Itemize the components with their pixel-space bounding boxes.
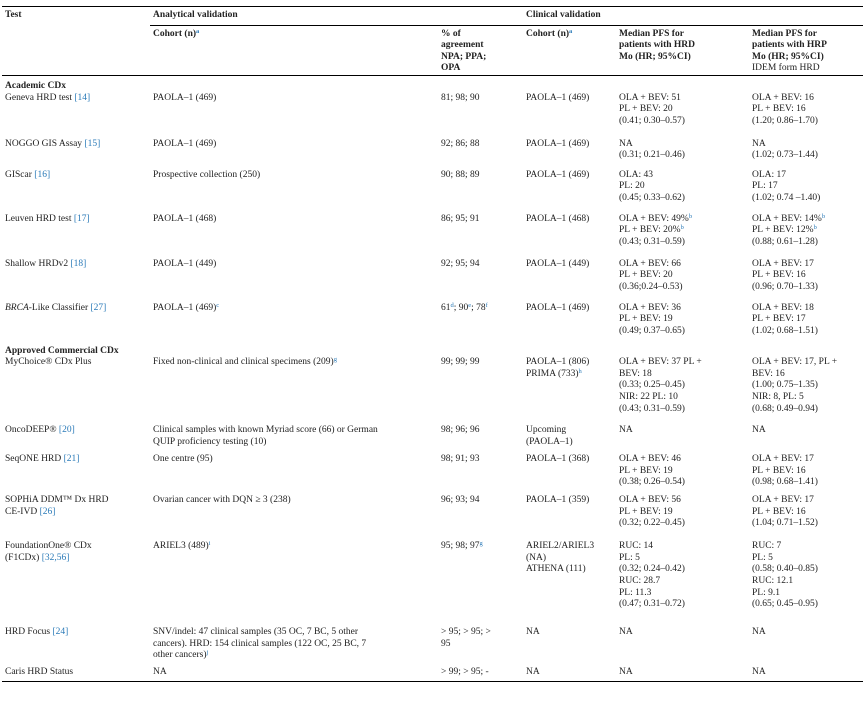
- test-name: HRD Focus [24]: [5, 627, 69, 638]
- cohort-cell: NA: [150, 667, 438, 681]
- table-container: [2, 6, 863, 682]
- agreement-cell: > 95; > 95; > 95: [441, 627, 491, 649]
- clinical-cohort-cell: PAOLA–1 (469): [526, 302, 590, 313]
- cohort-cell: One centre (95): [153, 454, 213, 465]
- test-name: MyChoice® CDx Plus: [5, 357, 92, 368]
- header-clinical: Clinical validation: [523, 7, 863, 25]
- cohort-cell: Fixed non-clinical and clinical specimens $(209)^g$: [153, 356, 337, 368]
- section-academic: Academic CDx: [2, 75, 863, 92]
- pfs-hrp-cell: RUC: 7 PL: 5 (0.58; 0.40–0.85) RUC: 12.1 PL: 9.1 (0.65; 0.45–0.95): [752, 541, 818, 610]
- pfs-hrp-cell: NA (1.02; 0.73–1.44): [752, 138, 818, 161]
- clinical-cohort-cell: PAOLA–1 (469): [526, 138, 590, 149]
- agreement-cell: 96; 93; 94: [441, 495, 480, 506]
- hrd-tests-table: [2, 7, 863, 682]
- header-cohort-analytical: Cohort $(n)^a$: [153, 27, 200, 39]
- section-row-academic: [2, 75, 863, 92]
- clinical-cohort-cell: ARIEL2/ARIEL3 (NA) ATHENA (111): [526, 541, 595, 575]
- table-row: [2, 170, 863, 214]
- agreement-cell: > 99; > 95; -: [438, 667, 523, 681]
- pfs-hrp-cell: OLA: 17 PL: 17 (1.02; 0.74 –1.40): [752, 169, 821, 203]
- clinical-cohort-cell: PAOLA–1 (359): [526, 495, 590, 506]
- header-agreement: % of agreement NPA; PPA; OPA: [441, 28, 487, 74]
- test-name: Leuven HRD test [17]: [5, 213, 90, 224]
- clinical-cohort-cell: NA: [526, 627, 540, 638]
- pfs-hrd-cell: OLA: 43 PL: 20 (0.45; 0.33–0.62): [619, 169, 685, 203]
- cohort-cell: PAOLA–1 (469): [153, 138, 217, 149]
- pfs-hrp-cell: NA: [749, 667, 863, 681]
- agreement-cell: 92; 86; 88: [441, 138, 480, 149]
- cohort-cell: ARIEL3 $(489)^i$: [153, 540, 211, 552]
- header-analytical: Analytical validation: [150, 7, 523, 25]
- section-commercial: Approved Commercial CDx: [5, 345, 119, 356]
- agreement-cell: 81; 98; 90: [441, 92, 480, 103]
- pfs-hrp-cell: OLA + BEV: 17 PL + BEV: 16 (0.96; 0.70–1.33): [752, 258, 818, 292]
- agreement-cell: 92; 95; 94: [441, 258, 480, 269]
- cohort-cell: Prospective collection (250): [153, 169, 261, 180]
- header-pfs-hrp: Median PFS for patients with HRP Mo (HR; 95%CI) IDEM form HRD: [752, 28, 827, 74]
- agreement-cell: 99; 99; 99: [441, 357, 480, 368]
- test-name: NOGGO GIS Assay [15]: [5, 138, 101, 149]
- clinical-cohort-cell: Upcoming (PAOLA–1): [526, 425, 573, 447]
- clinical-cohort-cell: PAOLA–1 (806) PRIMA $(733)^h$: [526, 357, 590, 379]
- test-name: GIScar [16]: [5, 169, 51, 180]
- clinical-cohort-cell: PAOLA–1 (449): [526, 258, 590, 269]
- pfs-hrd-cell: NA: [619, 627, 633, 638]
- table-row: [2, 139, 863, 170]
- test-name: SOPHiA DDM™ Dx HRD CE-IVD [26]: [5, 495, 109, 517]
- table-row: [2, 667, 863, 681]
- agreement-cell: 90; 88; 89: [441, 169, 480, 180]
- table-row: [2, 454, 863, 495]
- header-row-columns: [2, 25, 863, 75]
- header-test: Test: [5, 10, 22, 20]
- test-name: BRCA-Like Classifier [27]: [5, 302, 107, 313]
- clinical-cohort-cell: PAOLA–1 (468): [526, 213, 590, 224]
- cohort-cell: PAOLA–1 (468): [153, 213, 217, 224]
- header-pfs-hrd: Median PFS for patients with HRD Mo (HR; 95%CI): [619, 28, 696, 62]
- pfs-hrd-cell: OLA + BEV: 51 PL + BEV: 20 (0.41; 0.30–0.57): [619, 92, 685, 126]
- pfs-hrp-cell: OLA + BEV: 18 PL + BEV: 17 (1.02; 0.68–1.51): [752, 302, 818, 336]
- table-row: [2, 541, 863, 627]
- pfs-hrd-cell: RUC: 14 PL: 5 (0.32; 0.24–0.42) RUC: 28.7 PL: 11.3 (0.47; 0.31–0.72): [619, 541, 685, 610]
- pfs-hrp-cell: NA: [752, 627, 766, 638]
- table-row: [2, 627, 863, 667]
- agreement-cell: 95; 98; 97$^g$: [441, 540, 483, 552]
- pfs-hrp-cell: OLA + BEV: 16 PL + BEV: 16 (1.20; 0.86–1.70): [752, 92, 818, 126]
- table-row: [2, 259, 863, 303]
- test-name: OncoDEEP® [20]: [5, 425, 75, 436]
- table-row: [2, 214, 863, 259]
- agreement-cell: 61$^d$; 90e; 78$^f$: [441, 301, 488, 313]
- test-name: FoundationOne® CDx (F1CDx) [32,56]: [5, 541, 92, 563]
- cohort-cell: PAOLA–1 $(469)^c$: [153, 301, 220, 313]
- table-row: [2, 357, 863, 425]
- table-row: [2, 425, 863, 454]
- pfs-hrd-cell: NA (0.31; 0.21–0.46): [619, 138, 685, 161]
- test-name: Geneva HRD test [14]: [5, 92, 91, 103]
- pfs-hrp-cell: OLA + BEV: 17, PL + BEV: 16 (1.00; 0.75–1.35) NIR: 8, PL: 5 (0.68; 0.49–0.94): [752, 357, 838, 414]
- pfs-hrd-cell: NA: [619, 425, 633, 436]
- clinical-cohort-cell: PAOLA–1 (368): [526, 454, 590, 465]
- pfs-hrp-cell: OLA + BEV: 17 PL + BEV: 16 (0.98; 0.68–1.41): [752, 454, 818, 488]
- cohort-cell: SNV/indel: 47 clinical samples (35 OC, 7 BC, 5 other cancers). HRD: 154 clinical samples (122 OC, 25 BC, 7 other cancers)$^j$: [153, 627, 367, 661]
- agreement-cell: 98; 91; 93: [441, 454, 480, 465]
- table-row: [2, 303, 863, 344]
- pfs-hrd-cell: OLA + BEV: 56 PL + BEV: 19 (0.32; 0.22–0.45): [619, 495, 685, 529]
- pfs-hrp-cell: NA: [752, 425, 766, 436]
- cohort-cell: PAOLA–1 (449): [153, 258, 217, 269]
- pfs-hrd-cell: NA: [616, 667, 749, 681]
- cohort-cell: PAOLA–1 (469): [153, 92, 217, 103]
- pfs-hrp-cell: OLA + BEV: 14%$^b$ PL + BEV: 12%$^b$ (0.88; 0.61–1.28): [752, 212, 826, 247]
- clinical-cohort-cell: NA: [523, 667, 616, 681]
- cohort-cell: Ovarian cancer with DQN ≥ 3 (238): [153, 495, 291, 506]
- pfs-hrd-cell: OLA + BEV: 36 PL + BEV: 19 (0.49; 0.37–0.65): [619, 302, 685, 336]
- cohort-cell: Clinical samples with known Myriad score (66) or German QUIP proficiency testing (10): [153, 425, 378, 447]
- pfs-hrp-cell: OLA + BEV: 17 PL + BEV: 16 (1.04; 0.71–1.52): [752, 495, 818, 529]
- agreement-cell: 86; 95; 91: [441, 213, 480, 224]
- test-name: SeqONE HRD [21]: [5, 454, 80, 465]
- table-row: [2, 93, 863, 139]
- header-cohort-clinical: Cohort $(n)^a$: [526, 27, 573, 39]
- clinical-cohort-cell: PAOLA–1 (469): [526, 169, 590, 180]
- header-row-groups: [2, 7, 863, 25]
- agreement-cell: 98; 96; 96: [441, 425, 480, 436]
- table-row: [2, 495, 863, 541]
- pfs-hrd-cell: OLA + BEV: 49%$^b$ PL + BEV: 20%$^b$ (0.43; 0.31–0.59): [619, 212, 693, 247]
- pfs-hrd-cell: OLA + BEV: 37 PL + BEV: 18 (0.33; 0.25–0.45) NIR: 22 PL: 10 (0.43; 0.31–0.59): [619, 357, 702, 414]
- pfs-hrd-cell: OLA + BEV: 46 PL + BEV: 19 (0.38; 0.26–0.54): [619, 454, 685, 488]
- test-name: Caris HRD Status: [2, 667, 150, 681]
- section-row-commercial: [2, 344, 863, 358]
- clinical-cohort-cell: PAOLA–1 (469): [526, 92, 590, 103]
- pfs-hrd-cell: OLA + BEV: 66 PL + BEV: 20 (0.36;0.24–0.53): [619, 258, 683, 292]
- test-name: Shallow HRDv2 [18]: [5, 258, 87, 269]
